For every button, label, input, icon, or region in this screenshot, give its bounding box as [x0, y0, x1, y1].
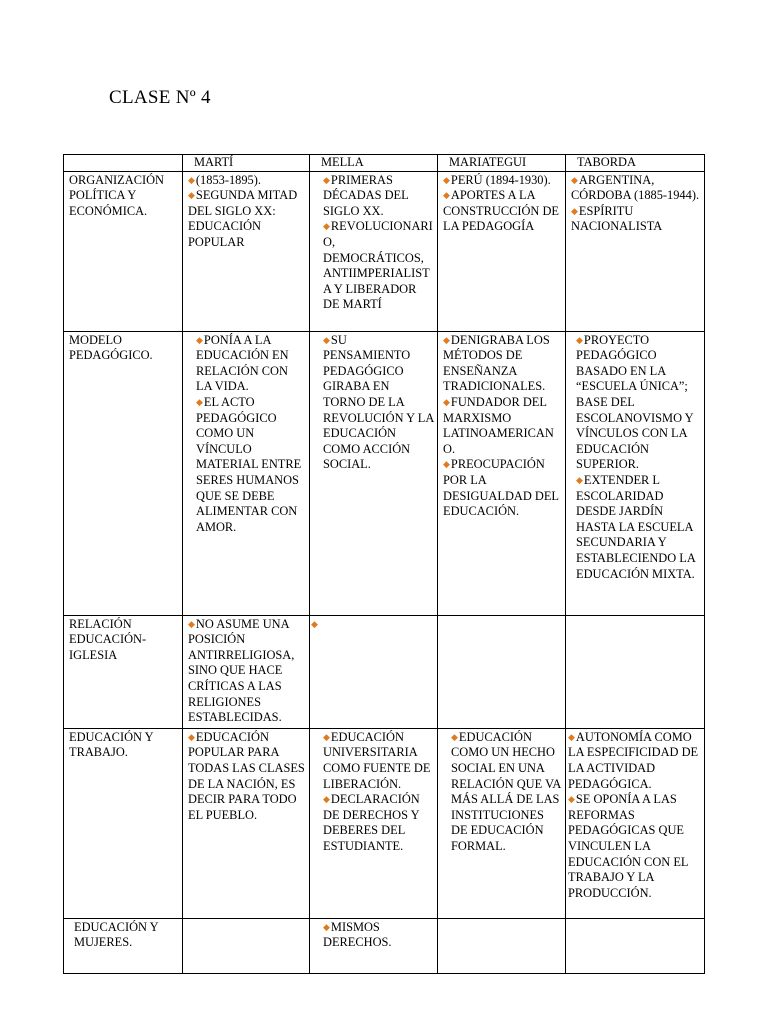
- table-row: [64, 615, 705, 728]
- list-item: ◆DECLARACIÓN DE DERECHOS Y DEBERES DEL ESTUDIANTE.: [323, 792, 420, 853]
- table-cell: [183, 331, 310, 615]
- table-cell: [183, 171, 310, 331]
- bullet-diamond-icon: ◆: [576, 474, 583, 485]
- row-label: MODELO PEDAGÓGICO.: [69, 332, 153, 363]
- list-item: ◆APORTES A LA CONSTRUCCIÓN DE LA PEDAGOGÍA: [443, 188, 559, 234]
- table-cell: [438, 728, 566, 918]
- list-item: ◆FUNDADOR DEL MARXISMO LATINOAMERICANO.: [443, 394, 554, 456]
- table-cell: [310, 918, 438, 973]
- header-cell-empty: [64, 155, 183, 172]
- list-item: ◆SU PENSAMIENTO PEDAGÓGICO GIRABA EN TORNO DE LA REVOLUCIÓN Y LA EDUCACIÓN COMO ACCIÓN SOCIAL.: [323, 332, 434, 472]
- bullet-diamond-icon: ◆: [323, 731, 330, 742]
- table-cell: [438, 918, 566, 973]
- row-label-cell: [64, 171, 183, 331]
- bullet-diamond-icon: ◆: [451, 731, 458, 742]
- table-cell: [566, 728, 705, 918]
- table-row: [64, 171, 705, 331]
- bullet-diamond-icon: ◆: [443, 174, 450, 185]
- row-label: RELACIÓN EDUCACIÓN-IGLESIA: [69, 616, 147, 662]
- header-label: TABORDA: [577, 155, 636, 169]
- table-cell: [310, 171, 438, 331]
- table-cell: [183, 728, 310, 918]
- list-item: [311, 617, 434, 633]
- list-item: ◆PROYECTO PEDAGÓGICO BASADO EN LA “ESCUELA ÚNICA”; BASE DEL ESCOLANOVISMO Y VÍNCULOS CON LA EDUCACIÓN SUPERIOR.: [576, 332, 694, 472]
- comparison-table: [63, 154, 705, 974]
- bullet-diamond-icon: ◆: [571, 205, 578, 216]
- list-item: ◆(1853-1895).: [188, 172, 261, 187]
- bullet-diamond-icon: ◆: [323, 174, 330, 185]
- list-item: ◆DENIGRABA LOS MÉTODOS DE ENSEÑANZA TRADICIONALES.: [443, 332, 550, 394]
- bullet-diamond-icon: ◆: [323, 794, 330, 805]
- bullet-diamond-icon: ◆: [323, 221, 330, 232]
- bullet-diamond-icon: ◆: [196, 334, 203, 345]
- row-label-cell: [64, 728, 183, 918]
- header-cell-marti: [183, 155, 310, 172]
- table-cell: [566, 918, 705, 973]
- table-cell: [438, 331, 566, 615]
- list-item: ◆AUTONOMÍA COMO LA ESPECIFICIDAD DE LA ACTIVIDAD PEDAGÓGICA.: [568, 729, 699, 791]
- list-item: ◆PREOCUPACIÓN POR LA DESIGUALDAD DEL EDUCACIÓN.: [443, 457, 559, 519]
- list-item: ◆PRIMERAS DÉCADAS DEL SIGLO XX.: [323, 172, 409, 218]
- bullet-diamond-icon: ◆: [188, 174, 195, 185]
- list-item: ◆EXTENDER L ESCOLARIDAD DESDE JARDÍN HASTA LA ESCUELA SECUNDARIA Y ESTABLECIENDO LA EDUCACIÓN MIXTA.: [576, 472, 696, 581]
- header-row: [64, 155, 705, 172]
- bullet-diamond-icon: ◆: [576, 334, 583, 345]
- table-row: [64, 918, 705, 973]
- list-item: ◆PERÚ (1894-1930).: [443, 172, 551, 187]
- table-row: [64, 331, 705, 615]
- header-cell-mella: [310, 155, 438, 172]
- list-item: ◆EDUCACIÓN UNIVERSITARIA COMO FUENTE DE LIBERACIÓN.: [323, 729, 431, 791]
- table-cell: [183, 615, 310, 728]
- table-cell: [566, 331, 705, 615]
- bullet-diamond-icon: ◆: [323, 921, 330, 932]
- list-item: ◆EL ACTO PEDAGÓGICO COMO UN VÍNCULO MATERIAL ENTRE SERES HUMANOS QUE SE DEBE ALIMENTAR CON AMOR.: [196, 394, 302, 534]
- table-cell: [310, 728, 438, 918]
- table-row: [64, 728, 705, 918]
- row-label: EDUCACIÓN Y TRABAJO.: [69, 729, 154, 760]
- bullet-diamond-icon: ◆: [311, 618, 318, 629]
- bullet-diamond-icon: ◆: [443, 334, 450, 345]
- bullet-diamond-icon: ◆: [188, 190, 195, 201]
- list-item: ◆ESPÍRITU NACIONALISTA: [571, 203, 663, 234]
- bullet-diamond-icon: ◆: [188, 618, 195, 629]
- table-cell: [438, 171, 566, 331]
- list-item: ◆REVOLUCIONARIO, DEMOCRÁTICOS, ANTIIMPERIALISTA Y LIBERADOR DE MARTÍ: [323, 219, 433, 312]
- header-label: MELLA: [321, 155, 364, 169]
- bullet-diamond-icon: ◆: [571, 174, 578, 185]
- row-label-cell: [64, 331, 183, 615]
- list-item: ◆NO ASUME UNA POSICIÓN ANTIRRELIGIOSA, SINO QUE HACE CRÍTICAS A LAS RELIGIONES ESTABLECIDAS.: [188, 616, 295, 725]
- row-label: EDUCACIÓN Y MUJERES.: [74, 919, 159, 950]
- list-item: ◆EDUCACIÓN COMO UN HECHO SOCIAL EN UNA RELACIÓN QUE VA MÁS ALLÁ DE LAS INSTITUCIONES DE EDUCACIÓN FORMAL.: [451, 729, 561, 853]
- bullet-diamond-icon: ◆: [323, 334, 330, 345]
- document-title: CLASE Nº 4: [109, 87, 211, 108]
- row-label-cell: [64, 615, 183, 728]
- row-label-cell: [64, 918, 183, 973]
- bullet-diamond-icon: ◆: [568, 731, 575, 742]
- list-item: ◆MISMOS DERECHOS.: [323, 919, 392, 950]
- header-label: MARIATEGUI: [449, 155, 527, 169]
- bullet-diamond-icon: ◆: [443, 190, 450, 201]
- table-cell: [566, 615, 705, 728]
- row-label: ORGANIZACIÓN POLÍTICA Y ECONÓMICA.: [69, 172, 164, 218]
- bullet-diamond-icon: ◆: [443, 459, 450, 470]
- header-label: MARTÍ: [194, 155, 234, 169]
- list-item: ◆PONÍA A LA EDUCACIÓN EN RELACIÓN CON LA VIDA.: [196, 332, 289, 394]
- table-cell: [438, 615, 566, 728]
- bullet-diamond-icon: ◆: [443, 396, 450, 407]
- bullet-diamond-icon: ◆: [196, 396, 203, 407]
- list-item: ◆ARGENTINA, CÓRDOBA (1885-1944).: [571, 172, 700, 203]
- header-cell-taborda: [566, 155, 705, 172]
- bullet-diamond-icon: ◆: [188, 731, 195, 742]
- list-item: ◆SEGUNDA MITAD DEL SIGLO XX: EDUCACIÓN POPULAR: [188, 188, 298, 249]
- list-item: ◆EDUCACIÓN POPULAR PARA TODAS LAS CLASES DE LA NACIÓN, ES DECIR PARA TODO EL PUEBLO.: [188, 729, 305, 822]
- table-cell: [310, 331, 438, 615]
- table-cell: [310, 615, 438, 728]
- header-cell-mariategui: [438, 155, 566, 172]
- table-cell: [566, 171, 705, 331]
- bullet-diamond-icon: ◆: [568, 794, 575, 805]
- table-cell: [183, 918, 310, 973]
- list-item: ◆SE OPONÍA A LAS REFORMAS PEDAGÓGICAS QUE VINCULEN LA EDUCACIÓN CON EL TRABAJO Y LA PRODUCCIÓN.: [568, 792, 688, 900]
